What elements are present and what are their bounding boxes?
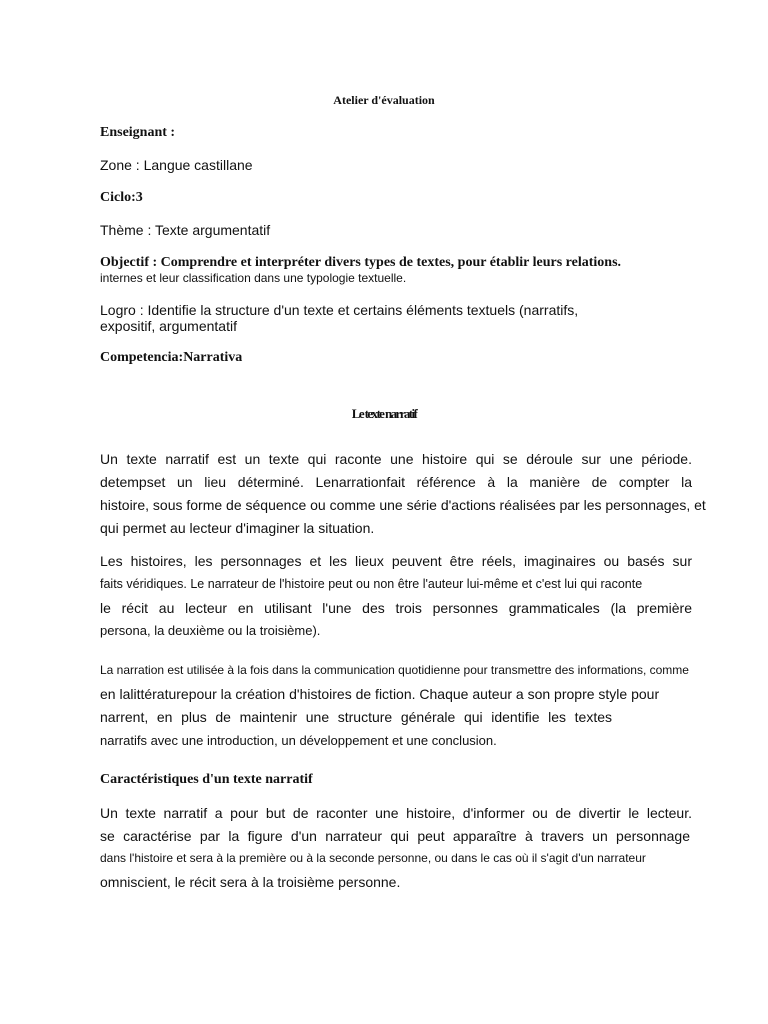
section-title: Le texte narratif: [351, 406, 417, 421]
subheading: Caractéristiques d'un texte narratif: [100, 772, 313, 787]
theme-field: Thème : Texte argumentatif: [100, 222, 271, 238]
p2-line-1: Les histoires, les personnages et les lieux peuvent être réels, imaginaires ou basés sur: [100, 553, 692, 569]
p4-line-3: dans l'histoire et sera à la première ou à la seconde personne, ou dans le cas où il s'agit d'un narrateur: [100, 851, 646, 865]
p4-line-1: Un texte narratif a pour but de raconter une histoire, d'informer ou de divertir le lecteur.: [100, 805, 692, 821]
p3-line-1: La narration est utilisée à la fois dans la communication quotidienne pour transmettre des informations, comme: [100, 663, 689, 677]
p3-line-4: narratifs avec une introduction, un développement et une conclusion.: [100, 733, 497, 748]
p4-line-2: se caractérise par la figure d'un narrateur qui peut apparaître à travers un personnage: [100, 828, 690, 844]
zone-field: Zone : Langue castillane: [100, 157, 253, 173]
teacher-label: Enseignant :: [100, 125, 176, 140]
cycle-field: Ciclo:3: [100, 190, 143, 205]
p4-line-4: omniscient, le récit sera à la troisième personne.: [100, 874, 401, 890]
p1-line-3: histoire, sous forme de séquence ou comme une série d'actions réalisées par les personnages, et: [100, 497, 706, 513]
p2-line-4: persona, la deuxième ou la troisième).: [100, 623, 321, 638]
p1-line-4: qui permet au lecteur d'imaginer la situation.: [100, 520, 375, 536]
objective-field: Objectif : Comprendre et interpréter divers types de textes, pour établir leurs relations.: [100, 255, 622, 270]
logro-line-1: Logro : Identifie la structure d'un texte et certains éléments textuels (narratifs,: [100, 302, 579, 318]
document-title: Atelier d'évaluation: [333, 93, 435, 107]
p1-line-2: detempset un lieu déterminé. Lenarrationfait référence à la manière de compter la: [100, 474, 692, 490]
p2-line-2: faits véridiques. Le narrateur de l'histoire peut ou non être l'auteur lui-même et c'est lui qui raconte: [100, 577, 643, 591]
objective-continuation: internes et leur classification dans une typologie textuelle.: [100, 271, 407, 285]
competence-field: Competencia:Narrativa: [100, 350, 243, 365]
logro-line-2: expositif, argumentatif: [100, 318, 237, 334]
p3-line-2: en lalittératurepour la création d'histoires de fiction. Chaque auteur a son propre style pour: [100, 686, 660, 702]
p1-line-1: Un texte narratif est un texte qui raconte une histoire qui se déroule sur une période.: [100, 451, 692, 467]
p2-line-3: le récit au lecteur en utilisant l'une des trois personnes grammaticales (la première: [100, 600, 692, 616]
p3-line-3: narrent, en plus de maintenir une structure générale qui identifie les textes: [100, 709, 612, 725]
